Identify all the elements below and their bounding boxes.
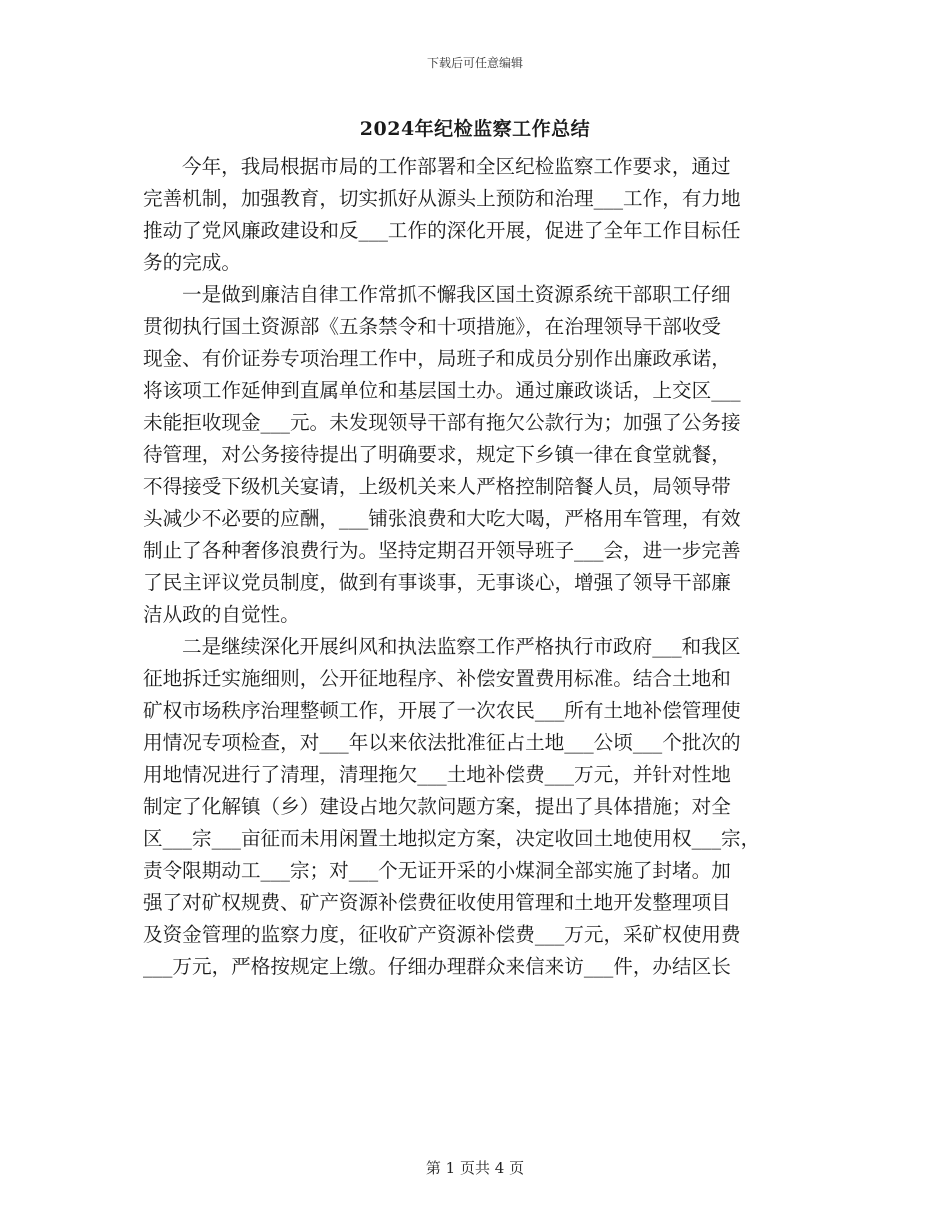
text-line: 了民主评议党员制度，做到有事谈事，无事谈心，增强了领导干部廉: [143, 571, 731, 594]
text-line: 用地情况进行了清理，清理拖欠___土地补偿费___万元，并针对性地: [143, 763, 731, 786]
text-line: 制止了各种奢侈浪费行为。坚持定期召开领导班子___会，进一步完善: [143, 539, 741, 562]
text-line: 区___宗___亩征而未用闲置土地拟定方案，决定收回土地使用权___宗，: [143, 827, 761, 850]
text-line: 强了对矿权规费、矿产资源补偿费征收使用管理和土地开发整理项目: [143, 891, 731, 914]
text-line: 矿权市场秩序治理整顿工作，开展了一次农民___所有土地补偿管理使: [143, 699, 741, 722]
text-line: 制定了化解镇（乡）建设占地欠款问题方案，提出了具体措施；对全: [143, 795, 731, 818]
paragraph-first-line: 今年，我局根据市局的工作部署和全区纪检监察工作要求，通过: [182, 155, 731, 178]
text-line: ___万元，严格按规定上缴。仔细办理群众来信来访___件，办结区长: [143, 955, 731, 978]
document-title: 2024年纪检监察工作总结: [359, 118, 591, 140]
text-line: 洁从政的自觉性。: [143, 603, 300, 626]
text-line: 责令限期动工___宗；对___个无证开采的小煤洞全部实施了封堵。加: [143, 859, 731, 882]
paragraph-first-line: 一是做到廉洁自律工作常抓不懈我区国土资源系统干部职工仔细: [182, 283, 731, 306]
header-note: 下载后可任意编辑: [426, 56, 523, 70]
text-line: 用情况专项检查，对___年以来依法批准征占土地___公顷___个批次的: [143, 731, 741, 754]
text-line: 贯彻执行国土资源部《五条禁令和十项措施》，在治理领导干部收受: [143, 315, 722, 338]
text-line: 待管理，对公务接待提出了明确要求，规定下乡镇一律在食堂就餐，: [143, 443, 731, 466]
text-line: 征地拆迁实施细则，公开征地程序、补偿安置费用标准。结合土地和: [143, 667, 731, 690]
page-footer: 第 1 页共 4 页: [425, 1159, 525, 1177]
text-line: 完善机制，加强教育，切实抓好从源头上预防和治理___工作，有力地: [143, 187, 741, 210]
text-line: 不得接受下级机关宴请，上级机关来人严格控制陪餐人员，局领导带: [143, 475, 731, 498]
text-line: 务的完成。: [143, 251, 241, 274]
text-line: 现金、有价证券专项治理工作中，局班子和成员分别作出廉政承诺，: [143, 347, 731, 370]
paragraph-first-line: 二是继续深化开展纠风和执法监察工作严格执行市政府___和我区: [182, 635, 741, 658]
text-line: 头减少不必要的应酬，___铺张浪费和大吃大喝，严格用车管理，有效: [143, 507, 741, 530]
text-line: 将该项工作延伸到直属单位和基层国土办。通过廉政谈话，上交区___: [143, 379, 741, 402]
document-body: [143, 151, 813, 983]
text-line: 及资金管理的监察力度，征收矿产资源补偿费___万元，采矿权使用费: [143, 923, 741, 946]
text-line: 推动了党风廉政建设和反___工作的深化开展，促进了全年工作目标任: [143, 219, 741, 242]
text-line: 未能拒收现金___元。未发现领导干部有拖欠公款行为；加强了公务接: [143, 411, 741, 434]
